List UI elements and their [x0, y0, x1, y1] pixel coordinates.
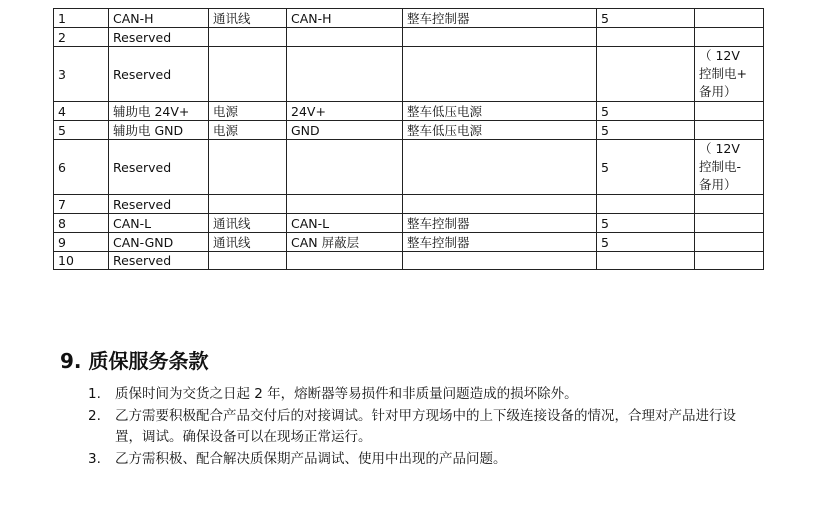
list-text: 乙方需积极、配合解决质保期产品调试、使用中出现的产品问题。	[115, 450, 507, 467]
list-text: 质保时间为交货之日起 2 年，熔断器等易损件和非质量问题造成的损坏除外。	[115, 386, 578, 402]
list-number: 1.	[88, 386, 101, 402]
connected-device-cell: 整车控制器	[403, 9, 597, 28]
table-row	[54, 252, 764, 270]
list-item	[88, 449, 760, 471]
note-cell	[695, 102, 764, 121]
note-cell	[695, 28, 764, 47]
pin-number-cell: 9	[54, 233, 109, 252]
connector-signal-cell: CAN-L	[287, 214, 403, 233]
pin-number-cell: 10	[54, 252, 109, 270]
signal-name-cell: CAN-GND	[109, 233, 209, 252]
signal-type-cell: 通讯线	[209, 233, 287, 252]
connector-signal-cell	[287, 47, 403, 102]
signal-name-cell: CAN-L	[109, 214, 209, 233]
connector-signal-cell: 24V+	[287, 102, 403, 121]
note-cell	[695, 214, 764, 233]
connector-signal-cell: CAN 屏蔽层	[287, 233, 403, 252]
list-number: 3.	[88, 450, 101, 467]
pin-number-cell: 3	[54, 47, 109, 102]
signal-type-cell: 通讯线	[209, 214, 287, 233]
pin-table-body	[54, 9, 764, 270]
note-cell	[695, 195, 764, 214]
pin-definition-table	[53, 8, 764, 270]
value-cell: 5	[597, 102, 695, 121]
connector-signal-cell: CAN-H	[287, 9, 403, 28]
pin-number-cell: 4	[54, 102, 109, 121]
note-cell	[695, 121, 764, 140]
table-row	[54, 121, 764, 140]
table-row	[54, 102, 764, 121]
pin-number-cell: 2	[54, 28, 109, 47]
signal-type-cell	[209, 140, 287, 195]
value-cell	[597, 28, 695, 47]
connector-signal-cell	[287, 28, 403, 47]
warranty-terms-list	[88, 384, 760, 470]
value-cell: 5	[597, 233, 695, 252]
section-title: 9. 质保服务条款	[60, 349, 209, 373]
pin-number-cell: 8	[54, 214, 109, 233]
signal-type-cell	[209, 195, 287, 214]
connected-device-cell	[403, 140, 597, 195]
pin-number-cell: 7	[54, 195, 109, 214]
connected-device-cell	[403, 252, 597, 270]
connected-device-cell	[403, 47, 597, 102]
signal-type-cell: 电源	[209, 102, 287, 121]
signal-type-cell: 通讯线	[209, 9, 287, 28]
value-cell	[597, 195, 695, 214]
signal-name-cell: Reserved	[109, 28, 209, 47]
connected-device-cell: 整车控制器	[403, 233, 597, 252]
list-text: 乙方需要积极配合产品交付后的对接调试。针对甲方现场中的上下级连接设备的情况，合理对产品进行设置，调试。确保设备可以在现场正常运行。	[115, 407, 736, 445]
note-cell	[695, 9, 764, 28]
connected-device-cell: 整车控制器	[403, 214, 597, 233]
value-cell	[597, 47, 695, 102]
signal-type-cell: 电源	[209, 121, 287, 140]
table-row	[54, 9, 764, 28]
value-cell	[597, 252, 695, 270]
connected-device-cell: 整车低压电源	[403, 121, 597, 140]
table-row	[54, 214, 764, 233]
signal-type-cell	[209, 252, 287, 270]
table-row	[54, 28, 764, 47]
table-row	[54, 47, 764, 102]
connector-signal-cell	[287, 140, 403, 195]
value-cell: 5	[597, 214, 695, 233]
list-item	[88, 384, 760, 406]
value-cell: 5	[597, 121, 695, 140]
value-cell: 5	[597, 9, 695, 28]
signal-name-cell: Reserved	[109, 252, 209, 270]
signal-type-cell	[209, 47, 287, 102]
table-row	[54, 195, 764, 214]
signal-name-cell: Reserved	[109, 140, 209, 195]
connector-signal-cell: GND	[287, 121, 403, 140]
table-row	[54, 233, 764, 252]
pin-number-cell: 5	[54, 121, 109, 140]
signal-name-cell: Reserved	[109, 47, 209, 102]
connector-signal-cell	[287, 195, 403, 214]
pin-number-cell: 6	[54, 140, 109, 195]
note-cell: （ 12V 控制电- 备用）	[695, 140, 764, 195]
connected-device-cell: 整车低压电源	[403, 102, 597, 121]
list-number: 2.	[88, 407, 101, 424]
note-cell: （ 12V 控制电+ 备用）	[695, 47, 764, 102]
pin-number-cell: 1	[54, 9, 109, 28]
connected-device-cell	[403, 195, 597, 214]
connector-signal-cell	[287, 252, 403, 270]
signal-name-cell: Reserved	[109, 195, 209, 214]
signal-type-cell	[209, 28, 287, 47]
signal-name-cell: 辅助电 24V+	[109, 102, 209, 121]
table-row	[54, 140, 764, 195]
connected-device-cell	[403, 28, 597, 47]
value-cell: 5	[597, 140, 695, 195]
signal-name-cell: 辅助电 GND	[109, 121, 209, 140]
note-cell	[695, 233, 764, 252]
note-cell	[695, 252, 764, 270]
signal-name-cell: CAN-H	[109, 9, 209, 28]
list-item	[88, 406, 760, 449]
